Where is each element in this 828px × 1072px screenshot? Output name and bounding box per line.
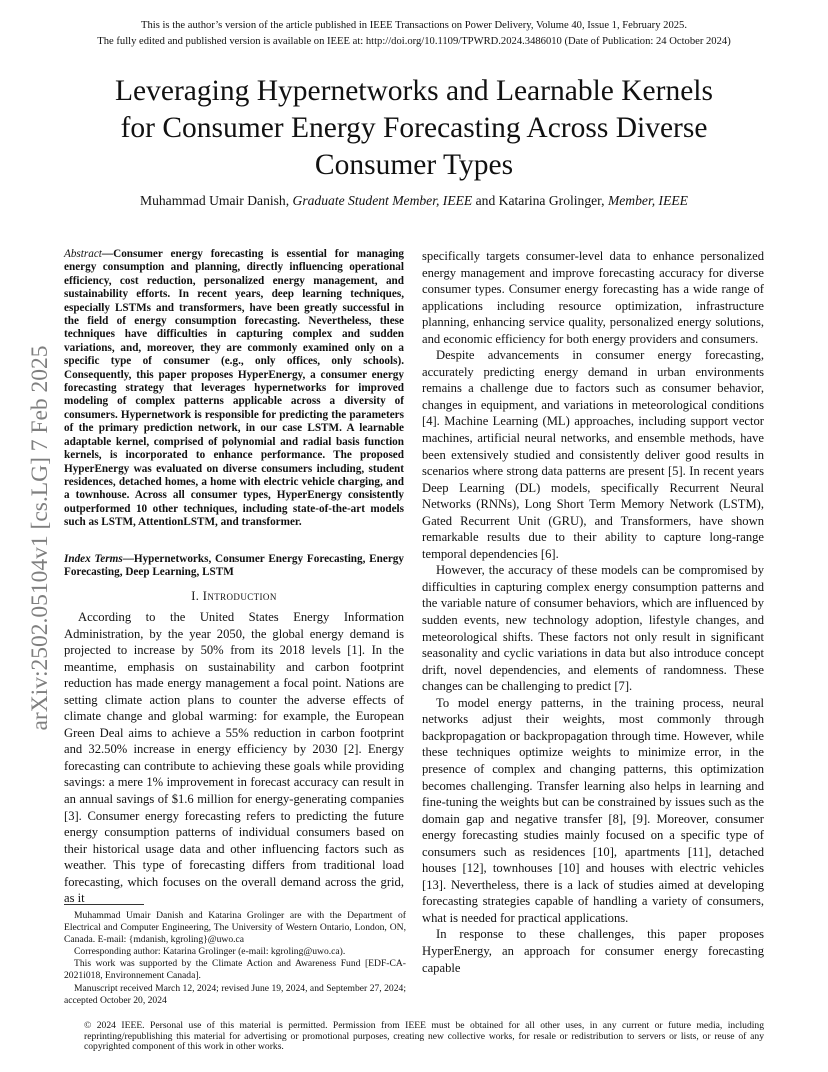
publication-note-line2: The fully edited and published version is available on IEEE at: http://doi.org/10.1109/TPWRD.2024.3486010 (Date of Publication: 24 October 2024) (97, 36, 731, 47)
right-paragraph-3: However, the accuracy of these models can be compromised by difficulties in capturing complex energy consumption patterns and the variable nature of consumer behaviors, which are influenced by sudden events, new technology adoption, lifestyle changes, and meteorological shifts. These factors not only result in significant seasonality and cyclic variations in data but also introduce concept drift, novel dependencies, and elements of randomness. These changes can be challenging to predict [7]. (422, 563, 764, 694)
right-paragraph-1: specifically targets consumer-level data to enhance personalized energy management and improve forecasting accuracy for diverse consumer types. Consumer energy forecasting has a wide range of applications including resource optimization, infrastructure planning, enhancing service quality, personalized energy solutions, and economic efficiency for both energy providers and consumers. (422, 249, 764, 346)
title-line1: Leveraging Hypernetworks and Learnable Kernels (115, 75, 713, 107)
author1-name: Muhammad Umair Danish, (140, 193, 293, 208)
footnote-funding: This work was supported by the Climate Action and Awareness Fund [EDF-CA-2021i018, Environnement Canada]. (64, 958, 406, 982)
footnote-corresponding: Corresponding author: Katarina Grolinger (e-mail: kgroling@uwo.ca). (74, 946, 346, 958)
index-terms (64, 553, 404, 580)
abstract-text: —Consumer energy forecasting is essential for managing energy consumption and planning, directly influencing operational efficiency, cost reduction, personalized energy management, and sustainability efforts. In recent years, deep learning techniques, especially LSTMs and transformers, have been greatly successful in the field of energy consumption forecasting. Nevertheless, these techniques have difficulties in capturing complex and sudden variations, and, moreover, they are commonly examined only on a specific type of consumer (e.g., only offices, only schools). Consequently, this paper proposes HyperEnergy, a consumer energy forecasting strategy that leverages hypernetworks for improved modeling of complex patterns applicable across a diversity of consumers. Hypernetwork is responsible for predicting the parameters of the primary prediction network, in our case LSTM. A learnable adaptable kernel, comprised of polynomial and radial basis function kernels, is incorporated to enhance performance. The proposed HyperEnergy was evaluated on diverse consumers including, student residences, detached homes, a home with electric vehicle charging, and a townhouse. Across all consumer types, HyperEnergy consistently outperformed 10 other techniques, including state-of-the-art models such as LSTM, AttentionLSTM, and transformer. (64, 248, 404, 529)
abstract (64, 248, 404, 530)
section-title: Introduction (202, 589, 277, 603)
author-line (40, 193, 788, 209)
footnote-manuscript: Manuscript received March 12, 2024; revised June 19, 2024, and September 27, 2024; accepted October 20, 2024 (64, 982, 406, 1006)
copyright-notice: © 2024 IEEE. Personal use of this material is permitted. Permission from IEEE must be obtained for all other uses, in any current or future media, including reprinting/republishing this material for advertising or promotional purposes, creating new collective works, for resale or redistribution to servers or lists, or reuse of any copyrighted component of this work in other works. (84, 1020, 764, 1053)
author2-role: Member, IEEE (607, 193, 688, 208)
abstract-label: Abstract (64, 248, 102, 260)
left-column-body (64, 609, 404, 907)
section-heading (64, 589, 404, 604)
publication-note-line1: This is the author’s version of the article published in IEEE Transactions on Power Delivery, Volume 40, Issue 1, February 2025. (141, 20, 687, 31)
author1-role: Graduate Student Member, IEEE (292, 193, 473, 208)
intro-paragraph-1: According to the United States Energy Information Administration, by the year 2050, the global energy demand is projected to increase by 50% from its 2018 levels [1]. In the meantime, emphasis on sustainability and carbon footprint reduction has made energy management a focal point. Nations are setting climate action plans to counter the adverse effects of climate change and global warming: for example, the European Green Deal aims to achieve a 55% reduction in carbon footprint and 32.50% increase in energy efficiency by 2030 [2]. Energy forecasting can contribute to achieving these goals while providing savings: a mere 1% improvement in forecast accuracy can result in an annual savings of $1.6 million for energy-generating companies [3]. Consumer energy forecasting refers to predicting the future energy consumption patterns of individual consumers based on their historical usage data and other influencing factors such as weather. This type of forecasting differs from traditional load forecasting, which focuses on the overall demand across the grid, as it (64, 610, 404, 906)
paper-title (40, 73, 788, 184)
title-line2: for Consumer Energy Forecasting Across Diverse (120, 112, 708, 144)
author-connector: and Katarina Grolinger, (472, 193, 608, 208)
right-paragraph-4: To model energy patterns, in the training process, neural networks adjust their weights, most commonly through backpropagation or backpropagation through time. However, while these techniques optimize weights to minimize error, in the presence of complex and changing patterns, this optimization becomes challenging. Transfer learning also helps in learning and fine-tuning the weights but can be constrained by issues such as the domain gap and negative transfer [8], [9]. Moreover, consumer energy forecasting studies mainly focused on a specific type of consumers such as residences [10], apartments [11], detached houses [12], townhouses [10] and houses with electric vehicles [13]. Nevertheless, there is a lack of studies aimed at developing forecasting strategies capable of handling a variety of consumers, what is needed for practical applications. (422, 695, 764, 925)
publication-note (0, 18, 828, 50)
right-paragraph-2: Despite advancements in consumer energy forecasting, accurately predicting energy demand in urban environments remains a challenge due to factors such as consumer behavior, changes in equipment, and variations in meteorological conditions [4]. Machine Learning (ML) approaches, including support vector machines, artificial neural networks, and ensemble methods, have been extensively studied and consistently deliver good results in scenarios where strong data patterns are present [5]. In recent years Deep Learning (DL) models, specifically Recurrent Neural Networks (RNNs), Long Short Term Memory Network (LSTM), Gated Recurrent Unit (GRU), and Transformers, have shown remarkable results due to their ability to capture long-range temporal dependencies [6]. (422, 348, 764, 561)
footnote-affiliation: Muhammad Umair Danish and Katarina Grolinger are with the Department of Electrical and Computer Engineering, The University of Western Ontario, London, ON, Canada. E-mail: {mdanish, kgroling}@uwo.ca (64, 910, 406, 946)
footnotes (64, 910, 406, 1007)
section-number: I. (191, 589, 203, 603)
footnote-divider (64, 904, 144, 905)
title-line3: Consumer Types (314, 149, 514, 181)
index-terms-label: Index Terms (64, 553, 123, 565)
right-column-body (422, 248, 764, 976)
arxiv-stamp: arXiv:2502.05104v1 [cs.LG] 7 Feb 2025 (27, 345, 53, 731)
index-terms-text: —Hypernetworks, Consumer Energy Forecasting, Energy Forecasting, Deep Learning, LSTM (64, 553, 404, 579)
right-paragraph-5: In response to these challenges, this paper proposes HyperEnergy, an approach for consumer energy forecasting capable (422, 927, 764, 975)
